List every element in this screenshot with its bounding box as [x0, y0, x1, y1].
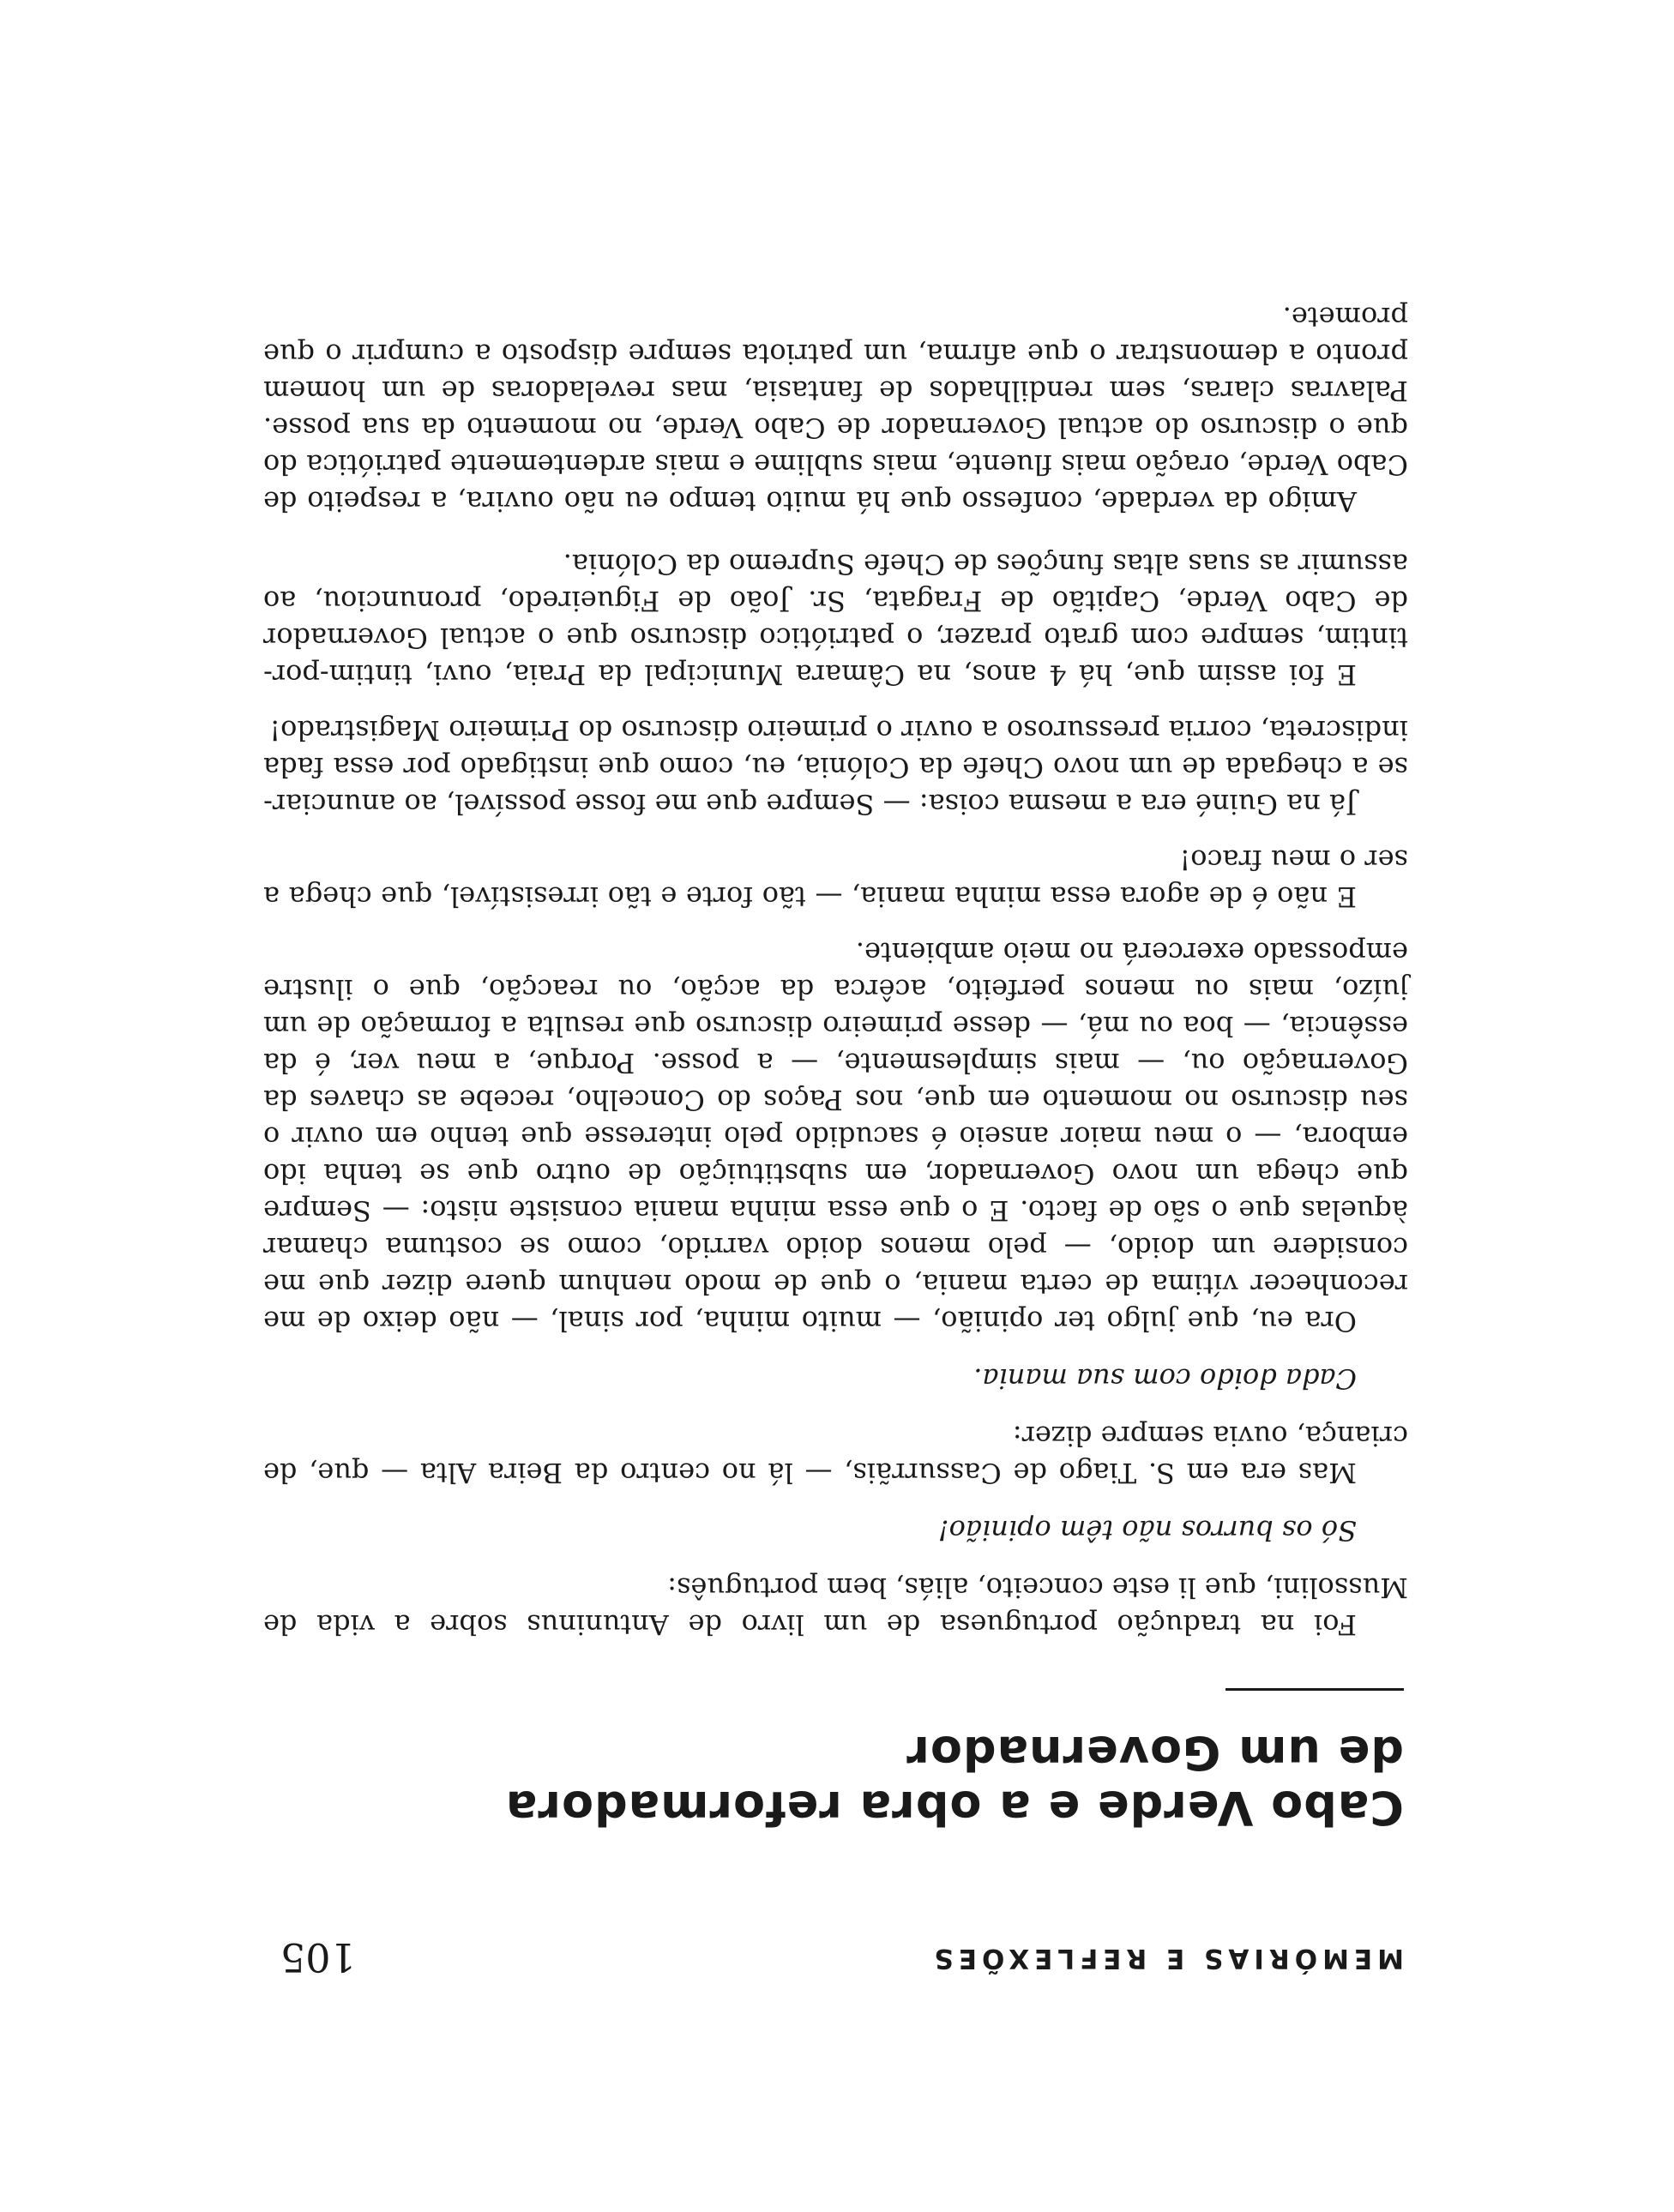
article-title-line-1: Cabo Verde e a obra reformadora [504, 1781, 1404, 1835]
article-body [263, 298, 1408, 1643]
paragraph: Foi na tradução portuguesa de um livro de Antuninus sobre a vida de Mussolini, que li este conceito, aliás, bem português: [263, 1572, 1408, 1641]
running-head: MEMÓRIAS E REFLEXÕES [929, 1943, 1404, 1974]
epigraph: Cada doido com sua mania. [973, 1362, 1357, 1395]
paragraph: Amigo da verdade, confesso que há muito tempo eu não ouvira, a respeito de Cabo Verde, oração mais fluente, mais sublime e mais ardentemente patriótica do que o discurso do actual Governador de Cabo Verde, no momento da sua posse. Palavras claras, sem rendilhados de fantasia, mas reveladoras de um homem pronto a demonstrar o que afirma, um patriota sempre disposto a cumprir o que promete. [263, 301, 1408, 518]
paragraph: E foi assim que, há 4 anos, na Câmara Municipal da Praia, ouvi, tintim-por-tintim, sempre com grato prazer, o patriótico discurso que o actual Governador de Cabo Verde, Capitão de Fragata, Sr. João de Figueiredo, pronunciou, ao assumir as suas altas funções de Chefe Supremo da Colónia. [263, 548, 1408, 691]
paragraph: Já na Guiné era a mesma coisa: — Sempre que me fosse possível, ao anunciar-se a chegada de um novo Chefe da Colónia, eu, como que instigado por essa fada indiscreta, corria pressuroso a ouvir o primeiro discurso do Primeiro Magistrado! [263, 714, 1408, 820]
article-title-line-2: de um Governador [906, 1726, 1404, 1780]
page-header [280, 1929, 1404, 1981]
epigraph: Só os burros não têm opinião! [937, 1514, 1357, 1547]
paragraph: E não é de agora essa minha mania, — tão forte e tão irresistível, que chega a ser o meu fraco! [263, 844, 1408, 913]
page-number: 105 [280, 1934, 356, 1981]
title-rule [1225, 1688, 1404, 1691]
paragraph: Ora eu, que julgo ter opinião, — muito minha, por sinal, — não deixo de me reconhecer vítima de certa mania, o que de modo nenhum quere dizer que me considere um doido, — pelo menos doido varrido, como se costuma chamar àquelas que o são de facto. E o que essa minha mania consiste nisto: — Sempre que chega um novo Governador, em substituição de outro que se tenha ido embora, — o meu maior anseio é sacudido pelo interesse que tenho em ouvir o seu discurso no momento em que, nos Paços do Concelho, recebe as chaves da Governação ou, — mais simplesmente, — a posse. Porque, a meu ver, é da essência, — boa ou má, — desse primeiro discurso que resulta a formação de um juízo, mais ou menos perfeito, acêrca da acção, ou reacção, que o ilustre empossado exercerá no meio ambiente. [263, 936, 1408, 1337]
paragraph: Mas era em S. Tiago de Cassurrãis, — lá no centro da Beira Alta — que, de criança, ouvia sempre dizer: [263, 1420, 1408, 1489]
article-title [263, 1725, 1404, 1835]
